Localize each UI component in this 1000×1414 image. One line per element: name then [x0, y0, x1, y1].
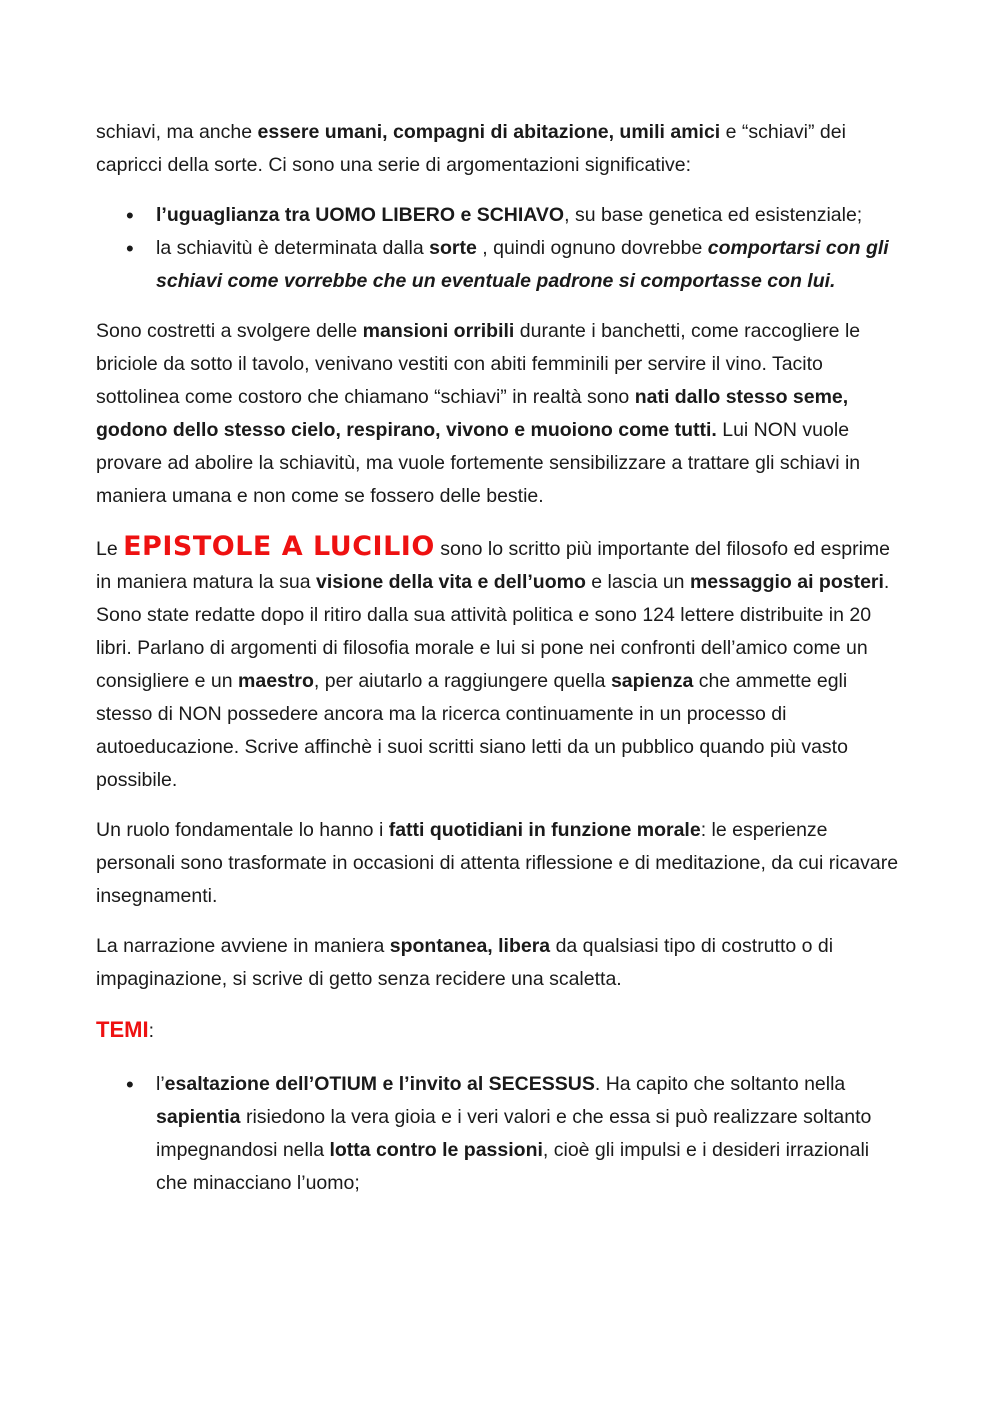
temi-list — [96, 1068, 904, 1200]
text-span: La narrazione avviene in maniera — [96, 935, 390, 957]
bold-text: messaggio ai posteri — [689, 571, 884, 593]
list-item — [156, 1068, 904, 1200]
temi-heading: TEMI — [96, 1017, 149, 1042]
epistole-heading: EPISTOLE A LUCILIO — [123, 531, 435, 562]
text-span: . Sono state redatte dopo il ritiro dalla sua attività politica e sono 124 lettere distribuite in 20 libri. Parlano di argomenti di filosofia morale e lui si pone nei confronti dell’amico come un consigliere e un — [96, 571, 890, 692]
bold-text: essere umani, compagni di abitazione, umili amici — [257, 121, 721, 143]
text-span: , quindi ognuno dovrebbe — [476, 237, 708, 259]
text-span: schiavi, ma anche — [96, 121, 258, 143]
paragraph-epistole — [96, 530, 904, 797]
argument-list — [96, 199, 904, 298]
bold-text: nati dallo stesso seme, godono dello stesso cielo, respirano, vivono e muoiono come tutti. — [96, 386, 849, 441]
paragraph-schiavi-intro — [96, 116, 904, 182]
list-item — [156, 199, 904, 232]
text-span: Lui NON vuole provare ad abolire la schiavitù, ma vuole fortemente sensibilizzare a trattare gli schiavi in maniera umana e non come se fossero delle bestie. — [96, 419, 861, 507]
bold-text: mansioni orribili — [362, 320, 515, 342]
bold-text: fatti quotidiani in funzione morale — [388, 819, 701, 841]
bold-text: sapienza — [610, 670, 694, 692]
bold-text: l’uguaglianza tra UOMO LIBERO e SCHIAVO — [156, 204, 565, 226]
paragraph-fatti-quotidiani — [96, 814, 904, 913]
bold-text: maestro — [238, 670, 314, 692]
bold-text: lotta contro le passioni — [329, 1139, 543, 1161]
text-span: : — [148, 1020, 154, 1042]
text-span: Sono costretti a svolgere delle — [96, 320, 363, 342]
bold-text: esaltazione dell’OTIUM e l’invito al SECESSUS — [164, 1073, 595, 1095]
text-span: : le esperienze personali sono trasformate in occasioni di attenta riflessione e di meditazione, da cui ricavare insegnamenti. — [96, 819, 899, 907]
text-span: Le — [96, 538, 124, 560]
text-span: e “schiavi” dei capricci della sorte. Ci sono una serie di argomentazioni significative: — [96, 121, 846, 176]
text-span: risiedono la vera gioia e i veri valori e che essa si può realizzare soltanto impegnandosi nella — [156, 1106, 872, 1161]
bold-text: visione della vita e dell’uomo — [316, 571, 586, 593]
bold-text: spontanea, libera — [389, 935, 551, 957]
text-span: , su base genetica ed esistenziale; — [564, 204, 863, 226]
paragraph-narrazione — [96, 930, 904, 996]
text-span: e lascia un — [585, 571, 690, 593]
bold-italic-text: comportarsi con gli schiavi come vorrebbe che un eventuale padrone si comportasse con lui. — [156, 237, 889, 292]
text-span: l’ — [156, 1073, 165, 1095]
text-span: che ammette egli stesso di NON possedere ancora ma la ricerca continuamente in un processo di autoeducazione. Scrive affinchè i suoi scritti siano letti da un pubblico quando più vasto possibile. — [96, 670, 848, 791]
text-span: durante i banchetti, come raccogliere le briciole da sotto il tavolo, venivano vestiti con abiti femminili per servire il vino. Tacito sottolinea come costoro che chiamano “schiavi” in realtà sono — [96, 320, 861, 408]
list-item — [156, 232, 904, 298]
text-span: . Ha capito che soltanto nella — [594, 1073, 846, 1095]
text-span: la schiavitù è determinata dalla — [156, 237, 430, 259]
bold-text: sapientia — [156, 1106, 241, 1128]
text-span: , cioè gli impulsi e i desideri irrazionali che minacciano l’uomo; — [156, 1139, 870, 1194]
text-span: , per aiutarlo a raggiungere quella — [313, 670, 611, 692]
bold-text: sorte — [429, 237, 477, 259]
temi-heading-line — [96, 1013, 904, 1048]
text-span: sono lo scritto più importante del filosofo ed esprime in maniera matura la sua — [96, 538, 891, 593]
text-span: da qualsiasi tipo di costrutto o di impaginazione, si scrive di getto senza recidere una scaletta. — [96, 935, 834, 990]
paragraph-mansioni — [96, 315, 904, 513]
text-span: Un ruolo fondamentale lo hanno i — [96, 819, 389, 841]
